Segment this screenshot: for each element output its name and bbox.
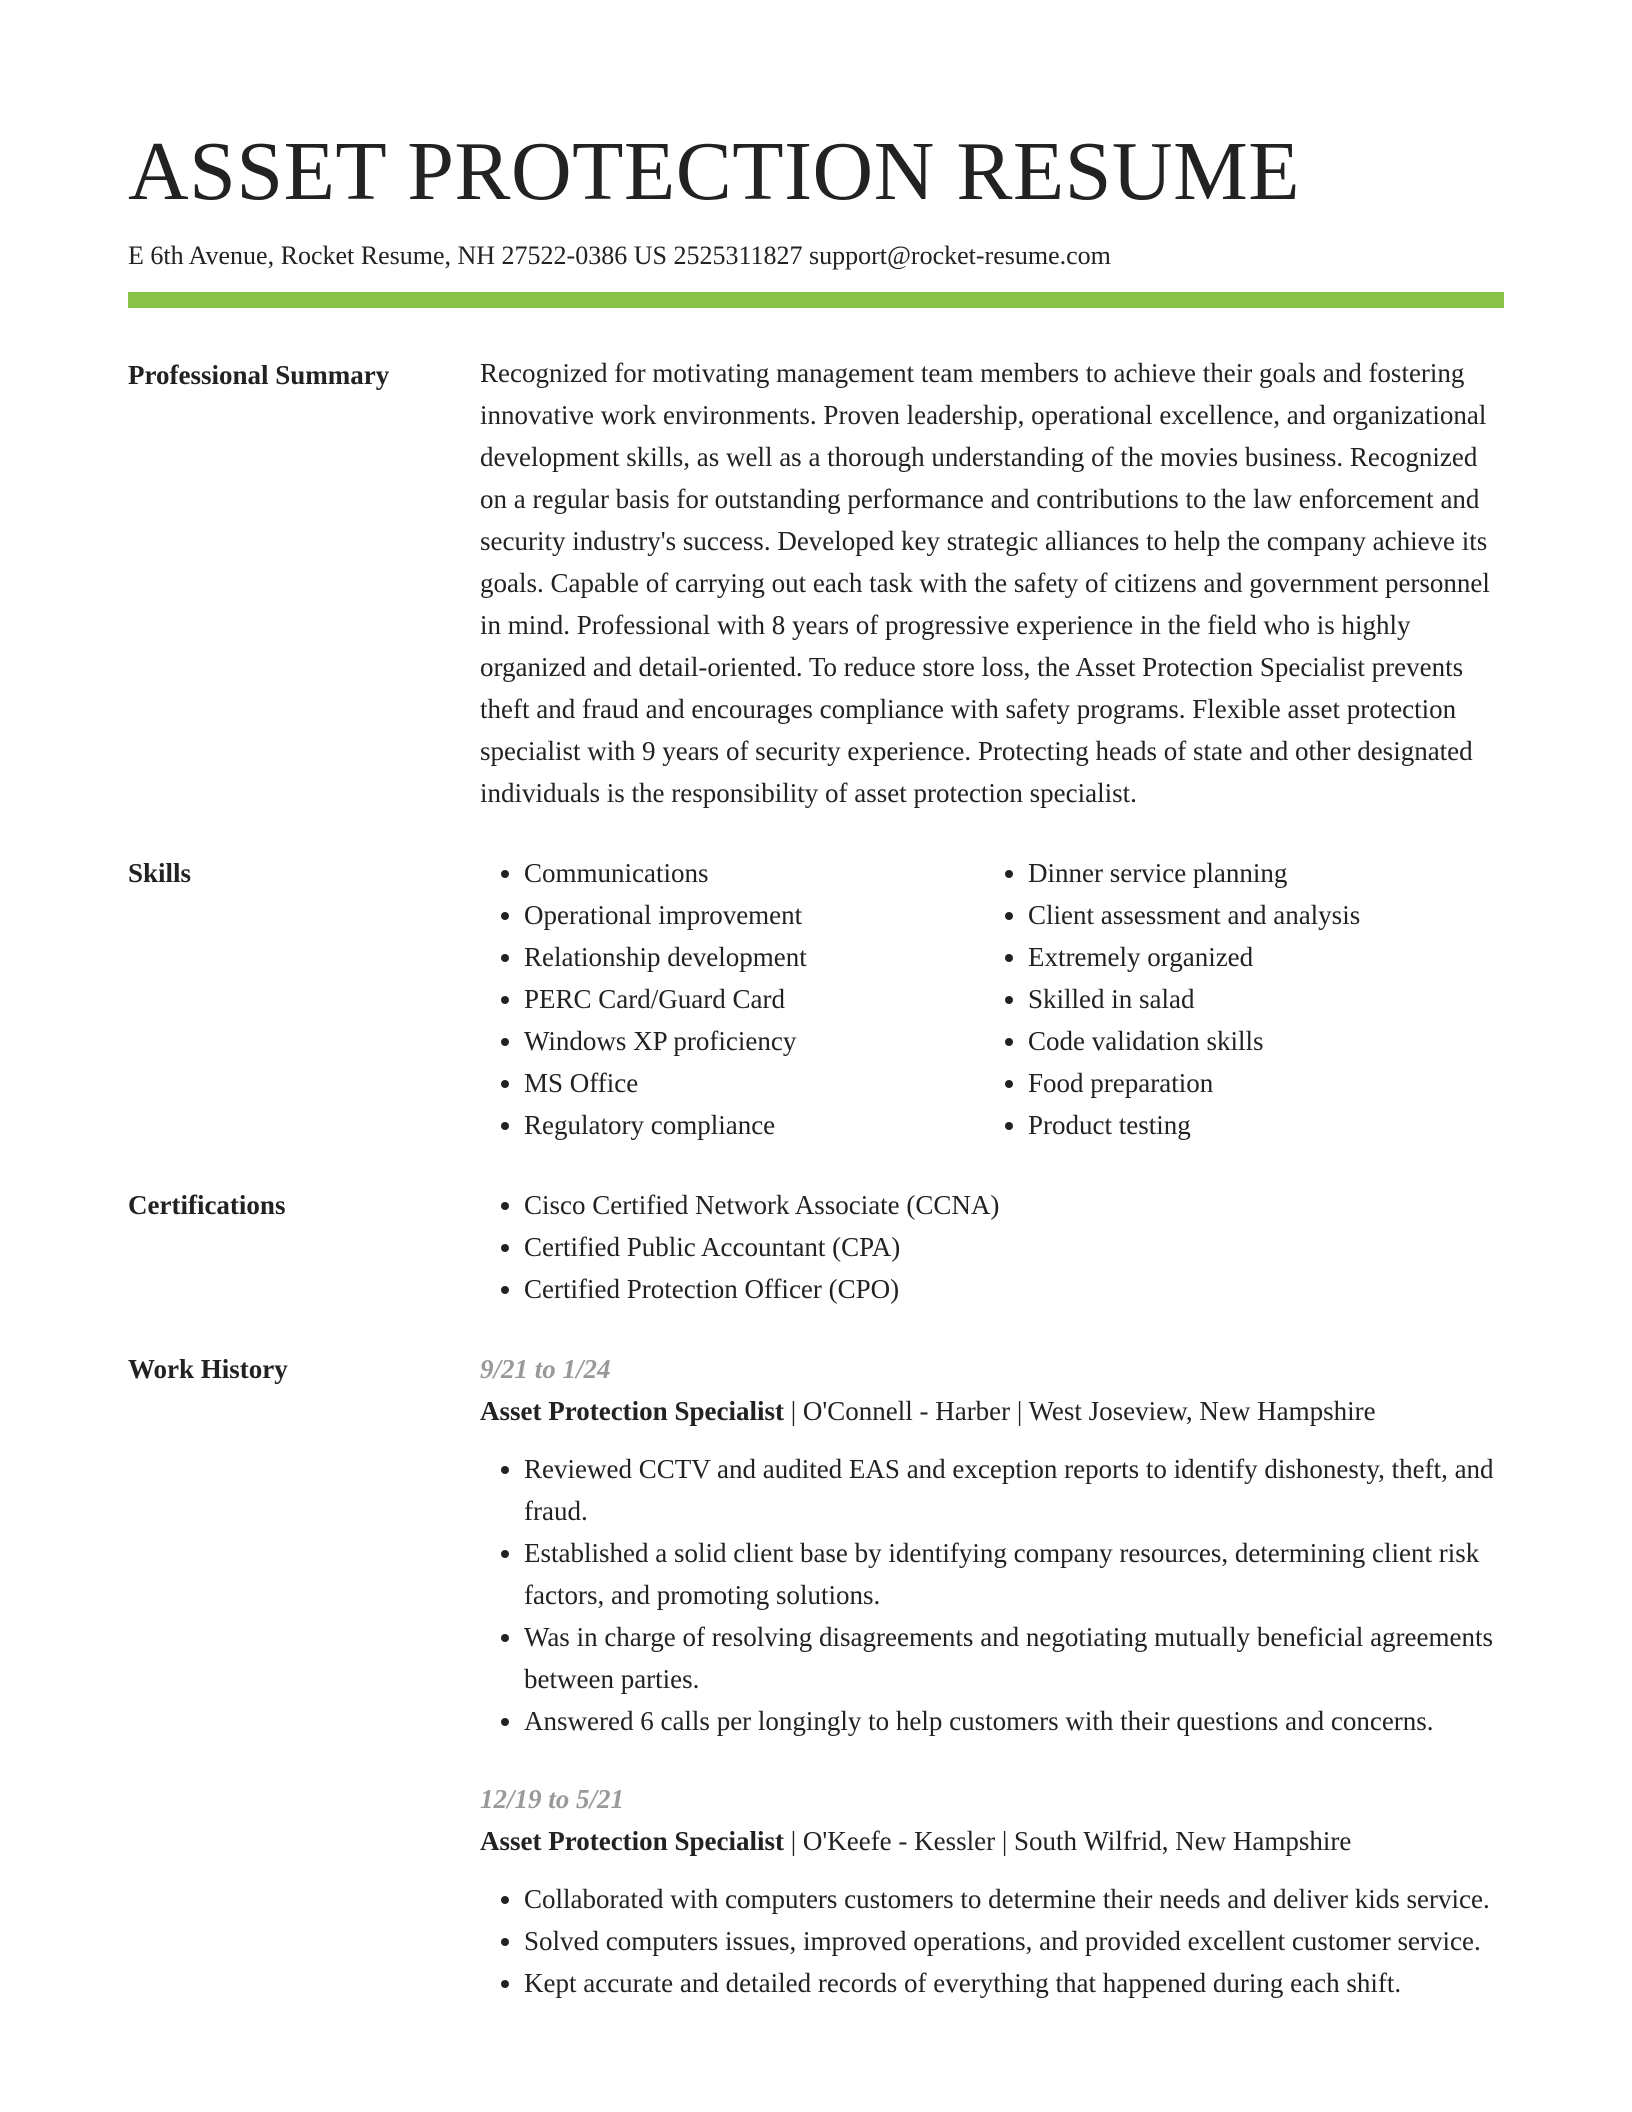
- job-entry: [480, 1348, 1504, 1742]
- work-history-section: [128, 1348, 1504, 2040]
- skill-item: • PERC Card/Guard Card: [524, 978, 984, 1020]
- skill-item: • Windows XP proficiency: [524, 1020, 984, 1062]
- skill-item: • Skilled in salad: [1028, 978, 1528, 1020]
- skills-list-left: [480, 852, 984, 1146]
- job-title: Asset Protection Specialist: [480, 1826, 784, 1856]
- skill-item: • MS Office: [524, 1062, 984, 1104]
- section-label-work-history: Work History: [128, 1354, 288, 1384]
- job-bullet: • Established a solid client base by identifying company resources, determining client risk factors, and promoting solutions.: [524, 1532, 1504, 1616]
- section-label-summary: Professional Summary: [128, 360, 390, 390]
- job-dates: 9/21 to 1/24: [480, 1354, 611, 1384]
- skill-item: • Extremely organized: [1028, 936, 1528, 978]
- skill-item: • Code validation skills: [1028, 1020, 1528, 1062]
- skill-item: • Client assessment and analysis: [1028, 894, 1528, 936]
- job-dates: 12/19 to 5/21: [480, 1784, 625, 1814]
- certification-item: • Certified Public Accountant (CPA): [524, 1226, 1504, 1268]
- certifications-list: [480, 1184, 1504, 1310]
- job-title-line: [480, 1820, 1504, 1862]
- job-details: | O'Keefe - Kessler | South Wilfrid, New Hampshire: [783, 1826, 1352, 1856]
- skills-section: [128, 852, 1504, 1146]
- job-title-line: [480, 1390, 1504, 1432]
- job-bullets: [480, 1878, 1504, 2004]
- certification-item: • Cisco Certified Network Associate (CCNA): [524, 1184, 1504, 1226]
- job-bullets: [480, 1448, 1504, 1742]
- job-bullet: • Was in charge of resolving disagreements and negotiating mutually beneficial agreements between parties.: [524, 1616, 1504, 1700]
- summary-text: Recognized for motivating management team members to achieve their goals and fostering innovative work environments. Proven leadership, operational excellence, and organizational development skills, as well as a thorough understanding of the movies business. Recognized on a regular basis for outstanding performance and contributions to the law enforcement and security industry's success. Developed key strategic alliances to help the company achieve its goals. Capable of carrying out each task with the safety of citizens and government personnel in mind. Professional with 8 years of progressive experience in the field who is highly organized and detail-oriented. To reduce store loss, the Asset Protection Specialist prevents theft and fraud and encourages compliance with safety programs. Flexible asset protection specialist with 9 years of security experience. Protecting heads of state and other designated individuals is the responsibility of asset protection specialist.: [480, 358, 1490, 808]
- skill-item: • Product testing: [1028, 1104, 1528, 1146]
- skill-item: • Dinner service planning: [1028, 852, 1528, 894]
- certifications-section: [128, 1184, 1504, 1310]
- job-bullet: • Collaborated with computers customers to determine their needs and deliver kids service.: [524, 1878, 1504, 1920]
- resume-title: ASSET PROTECTION RESUME: [128, 125, 1301, 218]
- job-bullet: • Reviewed CCTV and audited EAS and exception reports to identify dishonesty, theft, and fraud.: [524, 1448, 1504, 1532]
- summary-section: [128, 354, 1504, 814]
- job-details: | O'Connell - Harber | West Joseview, New Hampshire: [783, 1396, 1376, 1426]
- skill-item: • Food preparation: [1028, 1062, 1528, 1104]
- resume-page: [128, 0, 1504, 2040]
- certification-item: • Certified Protection Officer (CPO): [524, 1268, 1504, 1310]
- skill-item: • Regulatory compliance: [524, 1104, 984, 1146]
- job-bullet: • Solved computers issues, improved operations, and provided excellent customer service.: [524, 1920, 1504, 1962]
- skill-item: • Relationship development: [524, 936, 984, 978]
- job-bullet: • Kept accurate and detailed records of everything that happened during each shift.: [524, 1962, 1504, 2004]
- section-label-certifications: Certifications: [128, 1190, 286, 1220]
- skill-item: • Operational improvement: [524, 894, 984, 936]
- skill-item: • Communications: [524, 852, 984, 894]
- skills-list-right: [984, 852, 1528, 1146]
- job-bullet: • Answered 6 calls per longingly to help customers with their questions and concerns.: [524, 1700, 1504, 1742]
- job-title: Asset Protection Specialist: [480, 1396, 784, 1426]
- job-entry: [480, 1778, 1504, 2004]
- section-label-skills: Skills: [128, 858, 192, 888]
- accent-divider: [128, 292, 1504, 308]
- contact-line: E 6th Avenue, Rocket Resume, NH 27522-0386 US 2525311827 support@rocket-resume.com: [128, 241, 1111, 270]
